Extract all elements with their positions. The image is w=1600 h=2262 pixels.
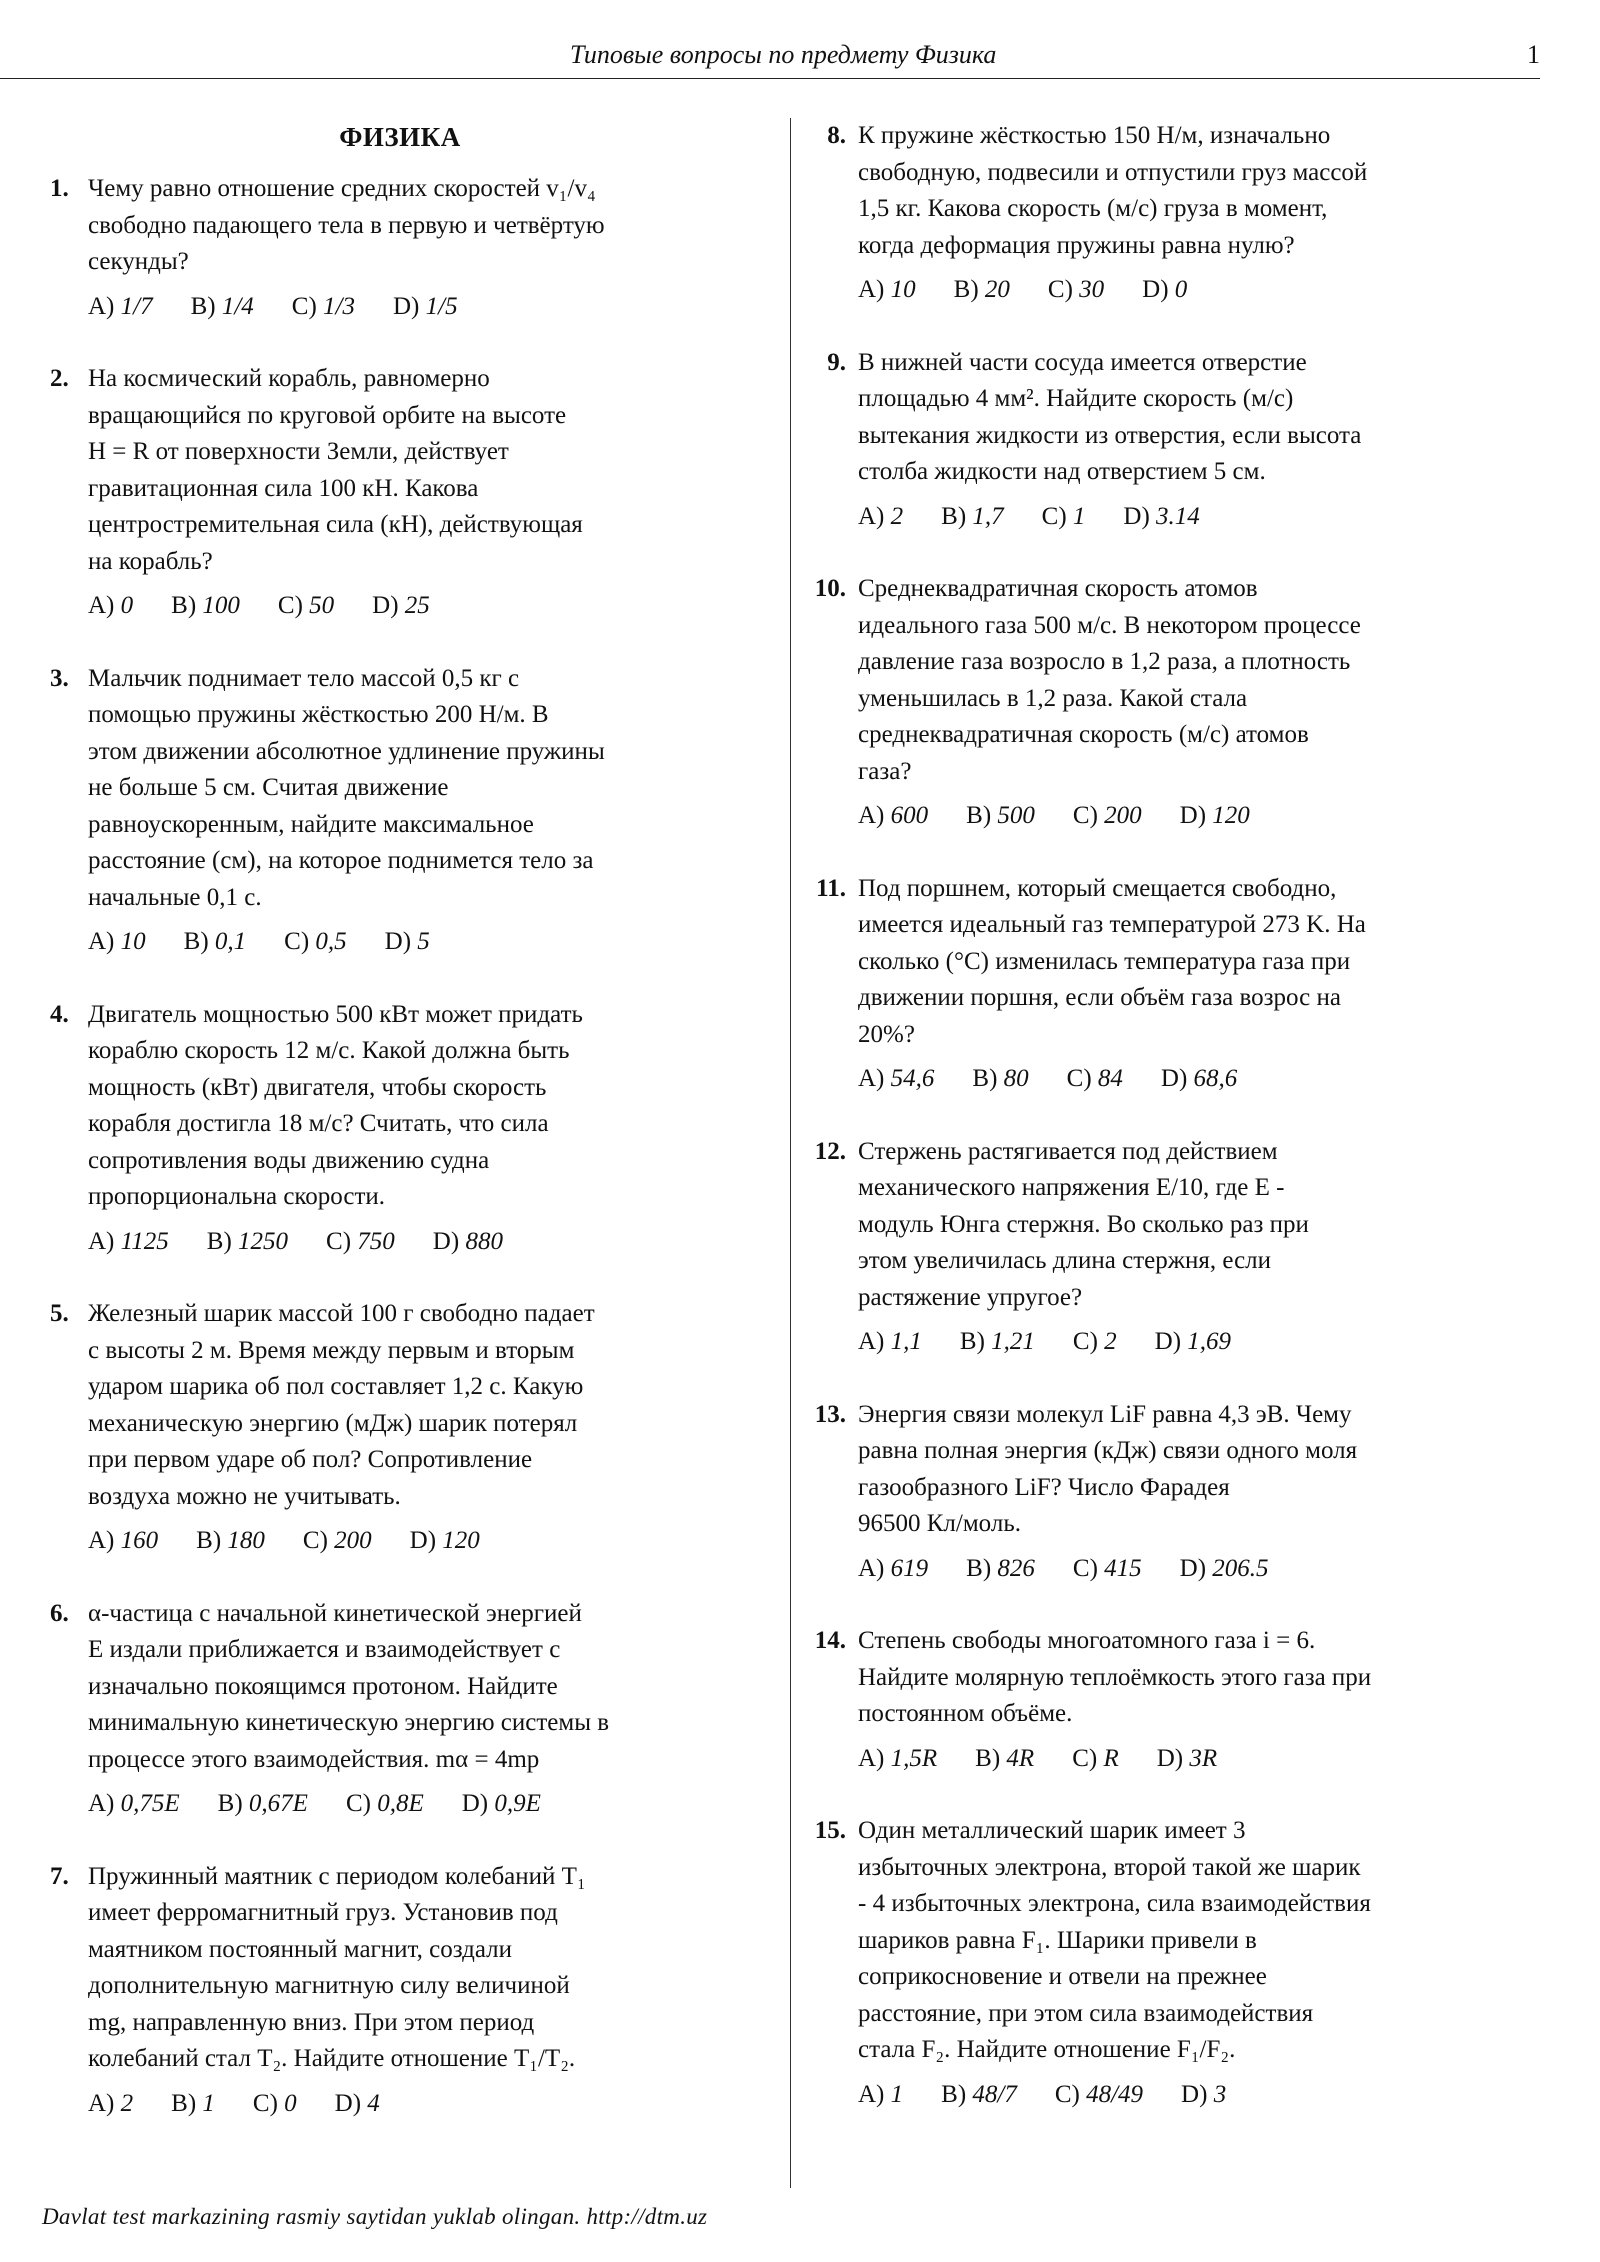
answer-letter: D) [1179, 802, 1207, 829]
answer-value: 0 [1174, 276, 1188, 303]
answer-value: 20 [984, 276, 1010, 303]
answer-value: 0,67E [248, 1790, 308, 1817]
answer-value: 120 [442, 1527, 480, 1554]
answer-options [858, 2077, 1540, 2114]
answer-option [303, 1527, 372, 1554]
answer-option [326, 1228, 395, 1255]
answer-value: 0,9E [494, 1790, 541, 1817]
question-item [50, 1859, 750, 2123]
answer-option [858, 276, 916, 303]
answer-options [858, 798, 1540, 835]
answer-letter: D) [372, 592, 399, 619]
answer-option [1073, 1328, 1117, 1355]
answer-letter: C) [291, 292, 317, 320]
answer-letter: B) [171, 592, 197, 619]
answer-value: 1125 [120, 1227, 169, 1255]
answer-letter: C) [1072, 1328, 1098, 1355]
question-item [810, 118, 1540, 309]
question-item [810, 1397, 1540, 1588]
answer-letter: C) [1072, 802, 1098, 829]
answer-option [433, 1228, 503, 1255]
answer-value: 826 [997, 1554, 1035, 1582]
answer-option [171, 2090, 215, 2117]
answer-option [858, 503, 903, 530]
answer-letter: C) [1072, 1554, 1098, 1582]
answer-value: 1/5 [425, 292, 458, 320]
answer-value: 1/3 [323, 292, 355, 320]
answer-option [372, 592, 430, 619]
answer-letter: D) [1181, 2080, 1208, 2108]
answer-value: 3.14 [1156, 502, 1200, 530]
answer-letter: A) [88, 592, 115, 619]
answer-letter: A) [858, 802, 885, 829]
answer-letter: C) [277, 592, 303, 619]
answer-option [284, 928, 347, 955]
answer-letter: A) [88, 1227, 115, 1255]
answer-letter: D) [409, 1527, 437, 1554]
answer-option [253, 2090, 297, 2117]
question-item [50, 1296, 750, 1560]
answer-value: 3R [1189, 1744, 1218, 1772]
question-text: Пружинный маятник с периодом колебаний T₁ имеет ферромагнитный груз. Установив под маятником постоянный магнит, создали дополнительную магнитную силу величиной mg, направленную вниз. При этом период колебаний стал T₂. Найдите отношение T₁/T₂. [88, 1862, 586, 2072]
answer-option [960, 1328, 1035, 1355]
answer-option [278, 592, 334, 619]
question-text: Двигатель мощностью 500 кВт может придать кораблю скорость 12 м/с. Какой должна быть мощность (кВт) двигателя, чтобы скорость корабля достигла 18 м/с? Считать, что сила сопротивления воды движению судна пропорциональна скорости. [88, 1000, 583, 1210]
answer-option [1048, 276, 1104, 303]
answer-letter: A) [858, 1328, 885, 1355]
answer-value: 1,21 [991, 1328, 1035, 1355]
question-item [810, 1623, 1540, 1777]
answer-value: 0,1 [214, 928, 247, 955]
right-column [810, 118, 1540, 2113]
answer-value: 500 [997, 802, 1035, 829]
answer-options [88, 1786, 750, 1823]
answer-option [858, 802, 928, 829]
answer-value: 2 [890, 502, 904, 530]
question-number: 12. [814, 1137, 846, 1165]
answer-value: 84 [1097, 1065, 1123, 1092]
answer-letter: D) [334, 2089, 362, 2117]
answer-option [393, 293, 458, 320]
answer-option [972, 1065, 1028, 1092]
answer-letter: D) [384, 928, 412, 955]
answer-letter: B) [975, 1744, 1001, 1772]
answer-value: 0 [120, 592, 134, 619]
question-list-right [810, 118, 1540, 2113]
answer-value: 5 [417, 928, 430, 955]
question-number: 10. [814, 575, 846, 602]
answer-value: 54,6 [890, 1065, 935, 1092]
answer-letter: D) [1123, 502, 1150, 530]
answer-value: 25 [404, 592, 430, 619]
answer-letter: D) [1154, 1328, 1182, 1355]
answer-value: 619 [890, 1554, 929, 1582]
question-list-left [50, 171, 750, 2122]
question-text: К пружине жёсткостью 150 Н/м, изначально свободную, подвесили и отпустили груз массой 1,5 кг. Какова скорость (м/с) груза в момент, когда деформация пружины равна нулю? [858, 122, 1368, 259]
answer-value: 1,1 [890, 1328, 922, 1355]
answer-value: 0,8E [377, 1790, 424, 1817]
answer-option [184, 928, 247, 955]
answer-option [171, 592, 240, 619]
question-item [50, 1596, 750, 1823]
answer-letter: B) [953, 276, 979, 303]
answer-option [88, 1228, 169, 1255]
answer-value: 600 [890, 802, 929, 829]
answer-value: 750 [357, 1227, 395, 1255]
answer-option [385, 928, 430, 955]
answer-value: 1 [202, 2089, 215, 2117]
answer-value: 0,75E [120, 1790, 180, 1817]
question-item [50, 171, 750, 325]
answer-letter: D) [1160, 1065, 1188, 1092]
answer-option [858, 1065, 934, 1092]
answer-letter: B) [959, 1328, 985, 1355]
answer-option [88, 928, 146, 955]
question-item [50, 661, 750, 961]
question-text: В нижней части сосуда имеется отверстие площадью 4 мм². Найдите скорость (м/с) вытекания жидкости из отверстия, если высота столба жидкости над отверстием 5 см. [858, 348, 1362, 485]
answer-value: 180 [227, 1527, 265, 1554]
question-number: 7. [50, 1862, 69, 1890]
answer-value: 1,7 [972, 502, 1004, 530]
answer-letter: C) [326, 1227, 352, 1255]
answer-letter: B) [196, 1527, 222, 1554]
footer-note: Davlat test markazining rasmiy saytidan yuklab olingan. http://dtm.uz [42, 2204, 708, 2229]
answer-letter: A) [858, 1554, 885, 1582]
question-number: 11. [816, 874, 846, 902]
answer-value: 3 [1213, 2080, 1227, 2108]
answer-option [941, 503, 1004, 530]
answer-options [858, 272, 1540, 309]
answer-letter: A) [88, 1790, 115, 1817]
answer-value: 30 [1079, 276, 1105, 303]
answer-letter: A) [88, 2089, 115, 2117]
answer-option [858, 1555, 928, 1582]
answer-letter: D) [432, 1227, 460, 1255]
page-header [0, 38, 1540, 79]
answer-value: 68,6 [1193, 1065, 1238, 1092]
answer-option [1073, 802, 1142, 829]
answer-value: R [1103, 1744, 1119, 1772]
answer-value: 120 [1212, 802, 1250, 829]
question-text: Энергия связи молекул LiF равна 4,3 эВ. Чему равна полная энергия (кДж) связи одного моля газообразного LiF? Число Фарадея 96500 Кл/моль. [858, 1400, 1358, 1537]
answer-options [88, 924, 750, 961]
answer-letter: B) [966, 1554, 992, 1582]
answer-letter: B) [183, 928, 209, 955]
answer-option [1073, 1555, 1142, 1582]
answer-letter: B) [966, 802, 992, 829]
answer-letter: C) [1072, 1744, 1098, 1772]
answer-option [88, 293, 153, 320]
answer-letter: B) [941, 2080, 967, 2108]
column-divider [790, 118, 791, 2188]
question-number: 5. [50, 1300, 69, 1327]
answer-option [1067, 1065, 1123, 1092]
answer-value: 1/4 [221, 292, 254, 320]
answer-letter: B) [941, 502, 967, 530]
question-text: Один металлический шарик имеет 3 избыточных электрона, второй такой же шарик - 4 избыточных электрона, сила взаимодействия шариков равна F₁. Шарики привели в соприкосновение и отвели на прежнее расстояние, при этом сила взаимодействия стала F₂. Найдите отношение F₁/F₂. [858, 1817, 1371, 2063]
answer-option [1142, 276, 1187, 303]
answer-option [1072, 1745, 1119, 1772]
answer-option [410, 1527, 480, 1554]
question-number: 14. [814, 1627, 846, 1654]
answer-value: 0 [284, 2089, 297, 2117]
answer-letter: A) [88, 1527, 115, 1554]
answer-value: 880 [465, 1227, 503, 1255]
answer-option [335, 2090, 380, 2117]
answer-letter: A) [858, 1065, 885, 1092]
answer-letter: B) [972, 1065, 998, 1092]
answer-letter: D) [393, 292, 420, 320]
answer-option [1161, 1065, 1237, 1092]
left-column [50, 118, 750, 2122]
answer-letter: D) [461, 1790, 489, 1817]
answer-option [858, 1328, 922, 1355]
answer-option [1181, 2081, 1226, 2108]
answer-option [1123, 503, 1199, 530]
answer-options [88, 2086, 750, 2123]
answer-value: 10 [890, 276, 916, 303]
answer-option [966, 802, 1035, 829]
question-text: На космический корабль, равномерно вращающийся по круговой орбите на высоте H = R от поверхности Земли, действует гравитационная сила 100 кН. Какова центростремительная сила (кН), действующая на корабль? [88, 365, 583, 575]
answer-option [191, 293, 254, 320]
question-text: Среднеквадратичная скорость атомов идеального газа 500 м/с. В некотором процессе давление газа возросло в 1,2 раза, а плотность уменьшилась в 1,2 раза. Какой стала среднеквадратичная скорость (м/с) атомов газа? [858, 575, 1361, 785]
question-text: Железный шарик массой 100 г свободно падает с высоты 2 м. Время между первым и вторым ударом шарика об пол составляет 1,2 с. Какую механическую энергию (мДж) шарик потерял при первом ударе об пол? Сопротивление воздуха можно не учитывать. [88, 1300, 595, 1510]
answer-options [858, 1551, 1540, 1588]
answer-value: 4 [367, 2089, 380, 2117]
answer-letter: A) [858, 502, 885, 530]
question-text: Степень свободы многоатомного газа i = 6. Найдите молярную теплоёмкость этого газа при постоянном объёме. [858, 1627, 1372, 1727]
question-number: 1. [50, 175, 69, 202]
question-item [810, 1813, 1540, 2113]
answer-option [88, 2090, 133, 2117]
answer-letter: C) [1041, 502, 1067, 530]
answer-value: 1/7 [120, 292, 153, 320]
answer-value: 1,5R [890, 1744, 938, 1772]
answer-value: 50 [309, 592, 335, 619]
answer-letter: C) [284, 928, 310, 955]
answer-option [218, 1790, 308, 1817]
answer-options [858, 1324, 1540, 1361]
answer-value: 100 [202, 592, 240, 619]
question-number: 2. [50, 365, 69, 392]
answer-options [858, 1061, 1540, 1098]
answer-letter: C) [345, 1790, 371, 1817]
answer-letter: B) [190, 292, 216, 320]
answer-option [207, 1228, 288, 1255]
answer-options [858, 499, 1540, 536]
answer-letter: C) [1047, 276, 1073, 303]
question-number: 4. [50, 1000, 69, 1028]
header-title: Типовые вопросы по предмету Физика [570, 40, 997, 69]
answer-letter: D) [1156, 1744, 1184, 1772]
answer-value: 80 [1003, 1065, 1029, 1092]
answer-options [858, 1741, 1540, 1778]
question-item [810, 571, 1540, 835]
answer-option [858, 2081, 903, 2108]
answer-letter: A) [858, 1744, 885, 1772]
answer-options [88, 1523, 750, 1560]
answer-option [462, 1790, 541, 1817]
answer-letter: C) [1054, 2080, 1080, 2108]
answer-letter: C) [302, 1527, 328, 1554]
question-number: 9. [827, 348, 846, 376]
answer-option [1155, 1328, 1231, 1355]
answer-value: 0,5 [315, 928, 347, 955]
question-item [810, 345, 1540, 536]
answer-value: 2 [120, 2089, 134, 2117]
question-number: 15. [814, 1817, 846, 1844]
question-item [810, 1134, 1540, 1361]
answer-option [346, 1790, 424, 1817]
question-text: Под поршнем, который смещается свободно, имеется идеальный газ температурой 273 K. На сколько (°C) изменилась температура газа при движении поршня, если объём газа возрос на 20%? [858, 874, 1366, 1048]
answer-option [292, 293, 355, 320]
answer-option [1157, 1745, 1217, 1772]
answer-value: 1,69 [1187, 1328, 1232, 1355]
answer-letter: A) [88, 292, 115, 320]
answer-option [975, 1745, 1034, 1772]
question-text: Стержень растягивается под действием механического напряжения E/10, где E - модуль Юнга стержня. Во сколько раз при этом увеличилась длина стержня, если растяжение упругое? [858, 1137, 1309, 1311]
answer-value: 1250 [238, 1227, 289, 1255]
answer-letter: B) [206, 1227, 232, 1255]
answer-options [88, 1224, 750, 1261]
question-text: Чему равно отношение средних скоростей v₁/v₄ свободно падающего тела в первую и четвёртую секунды? [88, 175, 605, 275]
answer-letter: C) [252, 2089, 278, 2117]
question-item [50, 361, 750, 625]
answer-value: 2 [1104, 1328, 1117, 1355]
question-text: α-частица с начальной кинетической энергией E издали приближается и взаимодействует с изначально покоящимся протоном. Найдите минимальную кинетическую энергию системы в процессе этого взаимодействия. mα = 4mp [88, 1599, 610, 1773]
answer-option [954, 276, 1010, 303]
answer-option [858, 1745, 937, 1772]
answer-value: 48/7 [972, 2080, 1017, 2108]
page-number: 1 [1527, 40, 1540, 69]
answer-options [88, 289, 750, 326]
question-text: Мальчик поднимает тело массой 0,5 кг с помощью пружины жёсткостью 200 Н/м. В этом движении абсолютное удлинение пружины не больше 5 см. Считая движение равноускоренным, найдите максимальное расстояние (см), на которое поднимется тело за начальные 0,1 с. [88, 664, 605, 911]
answer-value: 200 [334, 1527, 372, 1554]
answer-option [1180, 802, 1250, 829]
answer-option [941, 2081, 1017, 2108]
question-number: 8. [827, 122, 846, 149]
answer-option [1055, 2081, 1143, 2108]
answer-option [196, 1527, 265, 1554]
answer-letter: A) [88, 928, 115, 955]
answer-value: 200 [1104, 802, 1142, 829]
answer-value: 206.5 [1212, 1554, 1269, 1582]
answer-option [1042, 503, 1086, 530]
answer-option [88, 1790, 180, 1817]
answer-letter: B) [171, 2089, 197, 2117]
answer-value: 415 [1104, 1554, 1142, 1582]
question-number: 13. [814, 1400, 846, 1428]
answer-letter: D) [1179, 1554, 1207, 1582]
answer-value: 4R [1006, 1744, 1035, 1772]
answer-option [966, 1555, 1035, 1582]
answer-letter: A) [858, 276, 885, 303]
answer-option [88, 1527, 158, 1554]
subject-heading: ФИЗИКА [339, 122, 461, 152]
answer-value: 10 [120, 928, 146, 955]
answer-letter: A) [858, 2080, 885, 2108]
answer-letter: D) [1142, 276, 1169, 303]
question-item [810, 871, 1540, 1098]
question-number: 6. [50, 1599, 69, 1627]
answer-value: 160 [120, 1527, 159, 1554]
question-item [50, 997, 750, 1261]
answer-value: 48/49 [1086, 2080, 1144, 2108]
answer-letter: C) [1066, 1065, 1092, 1092]
answer-options [88, 588, 750, 625]
question-number: 3. [50, 664, 69, 692]
answer-letter: B) [217, 1790, 243, 1817]
answer-option [88, 592, 133, 619]
answer-value: 1 [890, 2080, 904, 2108]
answer-value: 1 [1072, 502, 1086, 530]
answer-option [1180, 1555, 1269, 1582]
